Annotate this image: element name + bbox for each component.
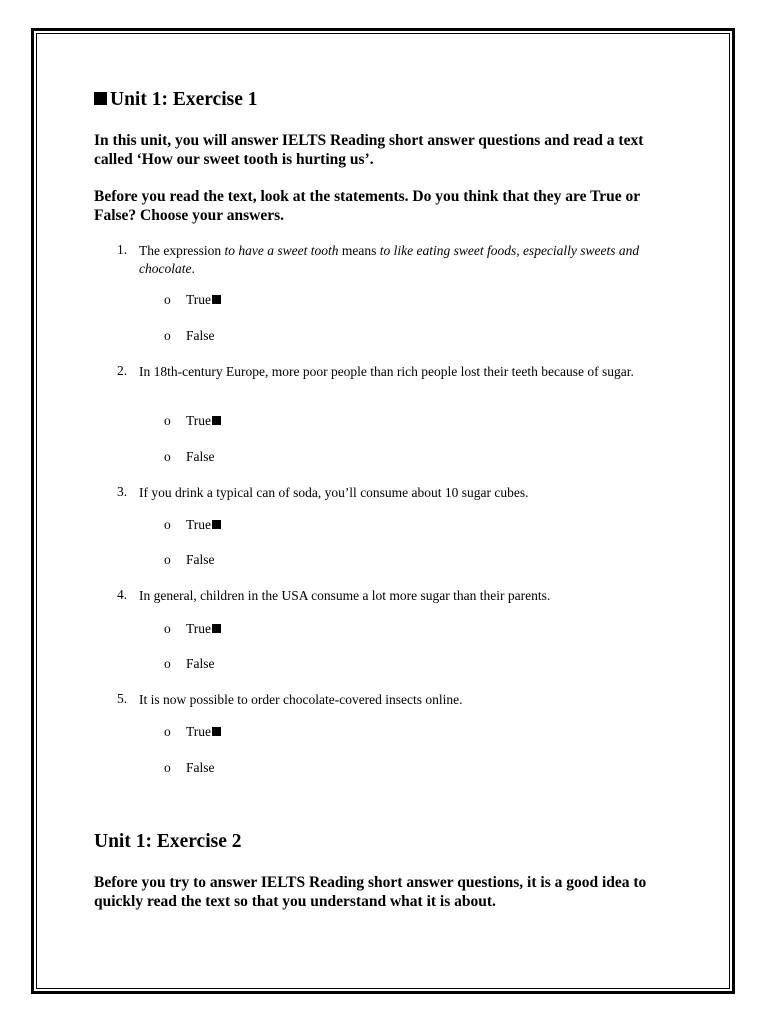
circle-bullet-icon: o [164,413,171,428]
exercise-2-title: Unit 1: Exercise 2 [94,831,242,852]
circle-bullet-icon: o [164,292,171,307]
circle-bullet-icon: o [164,760,171,775]
circle-bullet-icon: o [164,449,171,464]
question-number: 2. [117,363,128,378]
circle-bullet-icon: o [164,656,171,671]
exercise-1-instruction: Before you read the text, look at the statements. Do you think that they are True or False? Choose your answers. [94,188,640,224]
option-true[interactable]: o True [164,517,221,533]
answer-box-icon[interactable] [212,727,221,736]
option-false[interactable]: o False [164,552,215,567]
question-number: 3. [117,484,128,499]
option-true[interactable]: o True [164,724,221,740]
exercise-2-heading [94,831,242,853]
option-false[interactable]: o False [164,760,215,775]
question-text: In 18th-century Europe, more poor people than rich people lost their teeth because of sugar. [139,364,634,379]
question-number: 5. [117,691,128,706]
option-true[interactable]: o True [164,621,221,637]
question-text: If you drink a typical can of soda, you’ll consume about 10 sugar cubes. [139,485,529,500]
circle-bullet-icon: o [164,724,171,739]
option-false[interactable]: o False [164,328,215,343]
option-false[interactable]: o False [164,656,215,671]
question-number: 4. [117,587,128,602]
circle-bullet-icon: o [164,328,171,343]
question-text: The expression to have a sweet tooth means to like eating sweet foods, especially sweets and chocolate. [139,243,640,276]
option-true[interactable]: o True [164,292,221,308]
circle-bullet-icon: o [164,517,171,532]
option-false[interactable]: o False [164,449,215,464]
answer-box-icon[interactable] [212,520,221,529]
question-text: In general, children in the USA consume a lot more sugar than their parents. [139,588,551,603]
square-bullet-icon [94,92,107,105]
question-text: It is now possible to order chocolate-covered insects online. [139,692,463,707]
circle-bullet-icon: o [164,552,171,567]
option-true[interactable]: o True [164,413,221,429]
question-number: 1. [117,242,128,257]
answer-box-icon[interactable] [212,416,221,425]
answer-box-icon[interactable] [212,624,221,633]
exercise-2-text: Before you try to answer IELTS Reading short answer questions, it is a good idea to quickly read the text so that you understand what it is about. [94,874,647,910]
exercise-1-title: Unit 1: Exercise 1 [110,89,258,110]
exercise-1-heading [94,89,258,111]
answer-box-icon[interactable] [212,295,221,304]
circle-bullet-icon: o [164,621,171,636]
exercise-1-intro: In this unit, you will answer IELTS Reading short answer questions and read a text called ‘How our sweet tooth is hurting us’. [94,132,644,168]
